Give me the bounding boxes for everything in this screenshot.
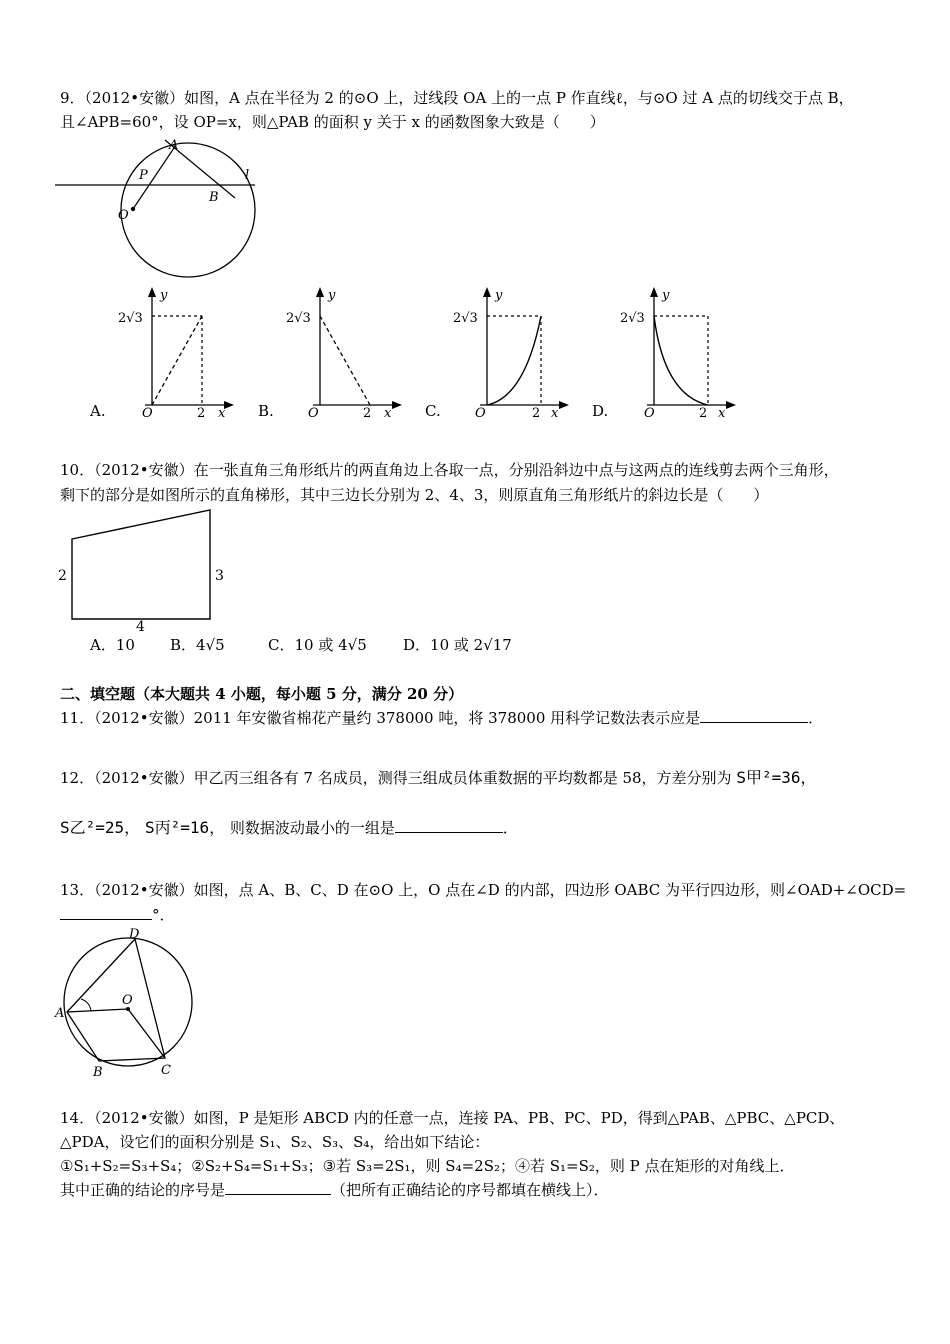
circle-o xyxy=(121,143,255,277)
label-l: l xyxy=(245,168,250,183)
curve-b xyxy=(320,316,370,405)
y-tick: 2√3 xyxy=(453,311,478,326)
option-c-letter: C. xyxy=(425,402,441,420)
section-heading: 二、填空题（本大题共 4 小题，每小题 5 分，满分 20 分） xyxy=(60,685,464,703)
label-a: A xyxy=(169,138,179,153)
y-tick: 2√3 xyxy=(286,311,311,326)
q11-text: 11．（2012•安徽）2011 年安徽省棉花产量约 378000 吨，将 378000 用科学记数法表示应是 xyxy=(60,709,701,727)
label-b: B xyxy=(209,190,219,205)
q9-option-d-graph xyxy=(592,285,742,420)
q11-answer-blank[interactable] xyxy=(700,708,808,723)
side-bottom-label: 4 xyxy=(136,619,145,635)
y-tick: 2√3 xyxy=(620,311,645,326)
q12-end: ． xyxy=(502,819,518,837)
origin-label: O xyxy=(142,406,153,421)
q10-line1: 10．（2012•安徽）在一张直角三角形纸片的两直角边上各取一点，分别沿斜边中点与这两点的连线剪去两个三角形， xyxy=(60,461,839,479)
origin-label: O xyxy=(308,406,319,421)
y-label: y xyxy=(160,288,168,303)
side-left-label: 2 xyxy=(58,568,67,584)
angle-mark xyxy=(81,999,91,1011)
y-label: y xyxy=(328,288,336,303)
q14-answer-blank[interactable] xyxy=(225,1180,331,1195)
y-label: y xyxy=(662,288,670,303)
q12-line2-row xyxy=(60,818,518,838)
q9-line1: 9．（2012•安徽）如图，A 点在半径为 2 的⊙O 上，过线段 OA 上的一点 P 作直线ℓ，与⊙O 过 A 点的切线交于点 B， xyxy=(60,89,854,107)
q12-line2: 则数据波动最小的一组是 xyxy=(229,819,395,837)
q9-option-a-graph xyxy=(90,285,240,420)
q9-circle-figure xyxy=(55,135,270,285)
x-arrow xyxy=(224,401,234,409)
option-d-letter: D. xyxy=(592,402,609,420)
option-a-letter: A. xyxy=(90,402,106,420)
q13-end: °． xyxy=(152,906,175,924)
q13-answer-blank[interactable] xyxy=(60,905,152,920)
x-tick: 2 xyxy=(363,406,372,421)
label-a: A xyxy=(55,1006,65,1021)
y-tick: 2√3 xyxy=(118,311,143,326)
q14-line4a: 其中正确的结论的序号是 xyxy=(60,1181,226,1199)
x-tick: 2 xyxy=(699,406,708,421)
q12-line1-row xyxy=(60,768,817,788)
q10-option-d: D．10 或 2√17 xyxy=(403,636,512,654)
q14-line3: ①S₁+S₂=S₃+S₄；②S₂+S₄=S₁+S₃；③若 S₃=2S₁，则 S₄=2S₂；④若 S₁=S₂，则 P 点在矩形的对角线上． xyxy=(60,1157,795,1175)
origin-label: O xyxy=(475,406,486,421)
label-p: P xyxy=(139,168,148,183)
q10-option-c: C．10 或 4√5 xyxy=(268,636,367,654)
x-label: x xyxy=(551,406,559,421)
y-label: y xyxy=(495,288,503,303)
q10-option-b: B．4√5 xyxy=(170,636,225,654)
q12-s-bing: S丙²=16， xyxy=(144,818,226,837)
label-b: B xyxy=(93,1065,103,1080)
q10-option-a: A．10 xyxy=(90,636,135,654)
origin-label: O xyxy=(644,406,655,421)
curve-d xyxy=(654,316,708,405)
label-c: C xyxy=(161,1063,171,1078)
q12-s-yi: S乙²=25， xyxy=(60,818,141,837)
q12-line1: 12．（2012•安徽）甲乙丙三组各有 7 名成员，测得三组成员体重数据的平均数都是 58，方差分别为 xyxy=(60,769,732,787)
q10-trapezoid-figure xyxy=(55,505,235,635)
q14-line2: △PDA，设它们的面积分别是 S₁、S₂、S₃、S₄，给出如下结论： xyxy=(60,1133,490,1151)
q12-s-jia: S甲²=36， xyxy=(736,768,817,787)
q13-line1: 13．（2012•安徽）如图，点 A、B、C、D 在⊙O 上，O 点在∠D 的内部，四边形 OABC 为平行四边形，则∠OAD+∠OCD= xyxy=(60,881,907,899)
label-o: O xyxy=(122,993,133,1008)
curve-a xyxy=(152,316,202,405)
y-arrow xyxy=(148,287,156,297)
q10-line2: 剩下的部分是如图所示的直角梯形，其中三边长分别为 2、4、3，则原直角三角形纸片的斜边长是（ ） xyxy=(60,486,769,504)
q11-end: ． xyxy=(808,709,824,727)
label-d: D xyxy=(129,927,140,942)
label-o: O xyxy=(118,208,129,223)
x-tick: 2 xyxy=(532,406,541,421)
x-tick: 2 xyxy=(197,406,206,421)
trapezoid xyxy=(72,510,210,619)
curve-c xyxy=(487,316,541,405)
x-label: x xyxy=(218,406,226,421)
x-label: x xyxy=(384,406,392,421)
q14-line4 xyxy=(60,1180,609,1200)
x-label: x xyxy=(718,406,726,421)
q9-option-b-graph xyxy=(258,285,408,420)
q14-line1: 14．（2012•安徽）如图，P 是矩形 ABCD 内的任意一点，连接 PA、PB、PC、PD，得到△PAB、△PBC、△PCD、 xyxy=(60,1109,845,1127)
side-right-label: 3 xyxy=(215,568,224,584)
option-b-letter: B. xyxy=(258,402,274,420)
q14-line4b: （把所有正确结论的序号都填在横线上）． xyxy=(331,1181,609,1199)
q12-answer-blank[interactable] xyxy=(395,818,503,833)
q13-circle-figure xyxy=(55,925,205,1080)
q9-option-c-graph xyxy=(425,285,575,420)
q13-line2 xyxy=(60,905,175,925)
point-o xyxy=(131,207,135,211)
q9-line2: 且∠APB=60°，设 OP=x，则△PAB 的面积 y 关于 x 的函数图象大致是（ ） xyxy=(60,113,605,131)
q11-line xyxy=(60,708,823,728)
